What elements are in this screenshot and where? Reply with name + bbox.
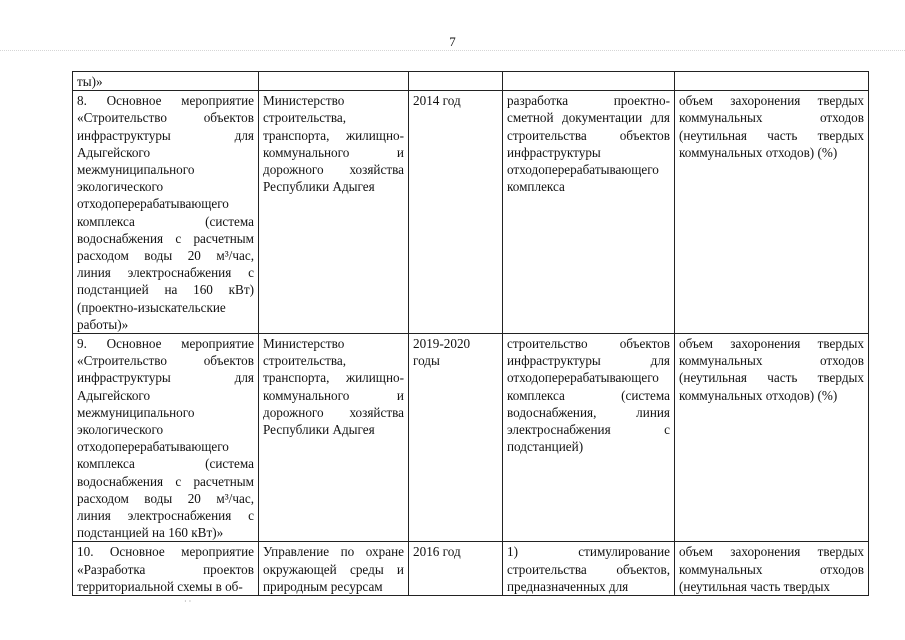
cell-executor — [259, 72, 409, 91]
cell-period: 2019-2020 годы — [409, 334, 503, 542]
table-row — [73, 334, 869, 542]
cell-indicator: объем захоронения твердых коммунальных отходов (неутильная часть твердых — [675, 542, 869, 596]
cell-indicator: объем захоронения твердых коммунальных отходов (неутильная часть твердых коммунальных отходов) (%) — [675, 91, 869, 334]
cell-executor: Управление по охране окружающей среды и природным ресурсам — [259, 542, 409, 596]
cell-executor: Министерство строительства, транспорта, жилищно-коммунального и дорожного хозяйства Республики Адыгея — [259, 334, 409, 542]
cell-measure: 8. Основное мероприятие «Строительство объектов инфраструктуры для Адыгейского межмуниципального экологического отходоперерабатывающего комплекса (система водоснабжения с расчетным расходом воды 20 м³/час, линия электроснабжения с подстанцией на 160 кВт) (проектно-изыскательские работы)» — [73, 91, 259, 334]
continuation-row — [73, 72, 869, 91]
cell-period: 2016 год — [409, 542, 503, 596]
measures-table — [72, 71, 869, 596]
page-number: 7 — [449, 34, 456, 49]
scan-artifact-line — [0, 50, 905, 53]
cell-indicator — [675, 72, 869, 91]
cell-indicator: объем захоронения твердых коммунальных отходов (неутильная часть твердых коммунальных отходов) (%) — [675, 334, 869, 542]
cell-result: строительство объектов инфраструктуры для отходоперерабатывающего комплекса (система водоснабжения, линия электроснабжения с подстанцией) — [503, 334, 675, 542]
cell-period: 2014 год — [409, 91, 503, 334]
cell-result: разработка проектно-сметной документации для строительства объектов инфраструктуры отходоперерабатывающего комплекса — [503, 91, 675, 334]
cell-period — [409, 72, 503, 91]
cell-result — [503, 72, 675, 91]
cell-result: 1) стимулирование строительства объектов, предназначенных для — [503, 542, 675, 596]
table-row — [73, 542, 869, 596]
cell-measure: 10. Основное мероприятие «Разработка проектов территориальной схемы в об- — [73, 542, 259, 596]
cell-executor: Министерство строительства, транспорта, жилищно-коммунального и дорожного хозяйства Республики Адыгея — [259, 91, 409, 334]
table-row — [73, 91, 869, 334]
cell-measure: 9. Основное мероприятие «Строительство объектов инфраструктуры для Адыгейского межмуниципального экологического отходоперерабатывающего комплекса (система водоснабжения с расчетным расходом воды 20 м³/час, линия электроснабжения с подстанцией на 160 кВт)» — [73, 334, 259, 542]
scan-speck: · · — [184, 597, 192, 606]
cell-measure: ты)» — [73, 72, 259, 91]
